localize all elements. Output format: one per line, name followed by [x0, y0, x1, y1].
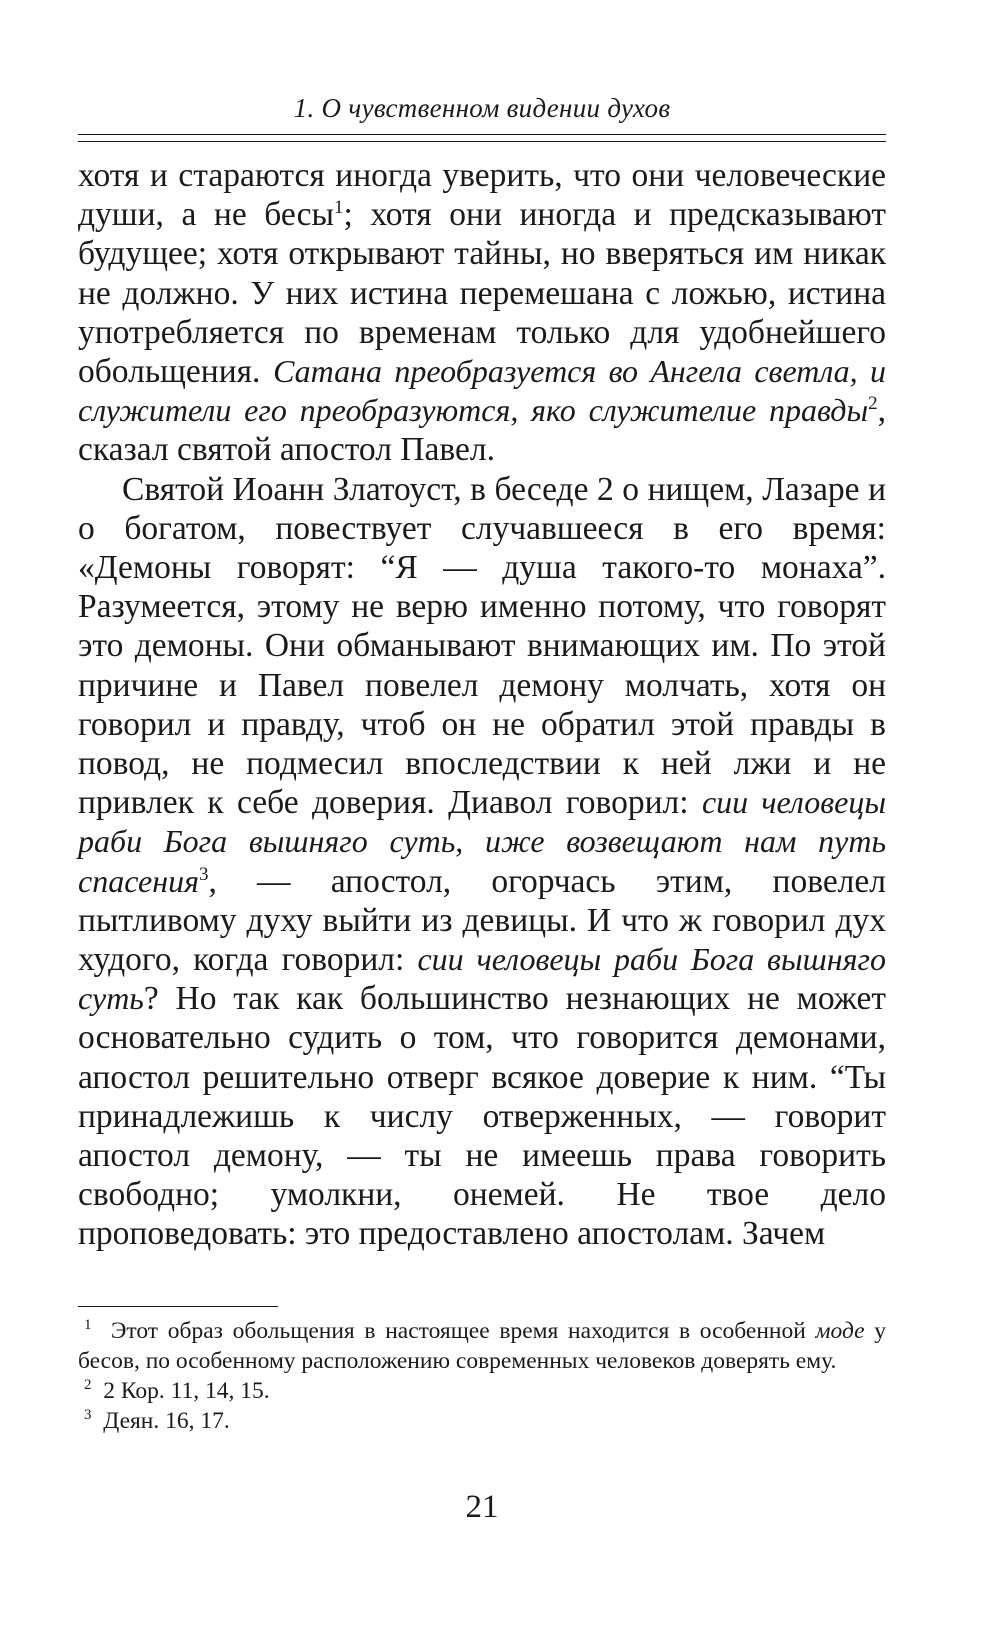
scripture-quote: сии человецы раби Бога вышняго суть	[78, 941, 887, 1017]
footnote-mark: 1	[84, 1317, 92, 1334]
page-number: 21	[465, 1489, 499, 1525]
footnote-1	[78, 1316, 886, 1376]
text-run: ? Но так как большинство незнающих не может основательно судить о том, что говорится демонами, апостол решительно отверг всякое доверие к ним. “Ты принадлежишь к числу отверженных, — говорит апостол демону, — ты не имеешь права говорить свободно; умолкни, онемей. Не твое дело проповедовать: это предоставлено апостолам. Зачем	[78, 980, 886, 1253]
footnote-ref-2: 2	[868, 393, 878, 415]
paragraph-2	[78, 470, 886, 1254]
footnote-mark: 2	[84, 1377, 92, 1394]
book-page	[78, 0, 886, 1651]
footnote-text: у бесов, по особенному расположению современных человеков доверять ему.	[78, 1318, 887, 1374]
text-run: , сказал святой апостол Павел.	[78, 392, 886, 469]
footnote-3	[78, 1406, 886, 1436]
paragraph-1	[78, 156, 886, 470]
text-run: , — апостол, огорчась этим, повелел пытливому духу выйти из девицы. И что ж говорил дух худого, когда говорил:	[78, 862, 886, 979]
scripture-quote: сии человецы раби Бога вышняго суть, иже возвещают нам путь спасения	[78, 784, 886, 899]
header-rule-bottom	[78, 141, 886, 142]
footnote-emphasis: моде	[815, 1318, 865, 1344]
footnote-text: Деян. 16, 17.	[103, 1408, 230, 1434]
footnotes	[78, 1316, 886, 1436]
footnote-separator	[78, 1306, 278, 1307]
footnote-mark: 3	[84, 1407, 92, 1424]
footnote-ref-3: 3	[198, 863, 209, 885]
scripture-quote: Сатана преобразуется во Ангела светла, и служители его преобразуются, яко служителие правды	[78, 353, 887, 429]
footnote-ref-1: 1	[333, 197, 344, 219]
footnote-text: 2 Кор. 11, 14, 15.	[103, 1378, 270, 1404]
running-head: 1. О чувственном видении духов	[293, 93, 671, 123]
text-run: ; хотя они иногда и предсказывают будущее; хотя открывают тайны, но вверяться им никак не должно. У них истина перемешана с ложью, истина употребляется по временам только для удобнейшего обольщения.	[78, 196, 886, 391]
main-text	[78, 156, 886, 1254]
footnote-2	[78, 1376, 886, 1406]
text-run: Святой Иоанн Златоуст, в беседе 2 о нищем, Лазаре и о богатом, повествует случавшееся в его время: «Демоны говорят: “Я — душа такого-то монаха”. Разумеется, этому не верю именно потому, что говорят это демоны. Они обманывают внимающих им. По этой причине и Павел повелел демону молчать, хотя он говорил и правду, чтоб он не обратил этой правды в повод, не подмесил впоследствии к ней лжи и не привлек к себе доверия. Диавол говорил:	[78, 470, 886, 822]
text-run: хотя и стараются иногда уверить, что они человеческие души, а не бесы	[78, 157, 886, 234]
header-rule-top	[78, 134, 886, 135]
footnote-text: Этот образ обольщения в настоящее время находится в особенной	[110, 1318, 816, 1344]
